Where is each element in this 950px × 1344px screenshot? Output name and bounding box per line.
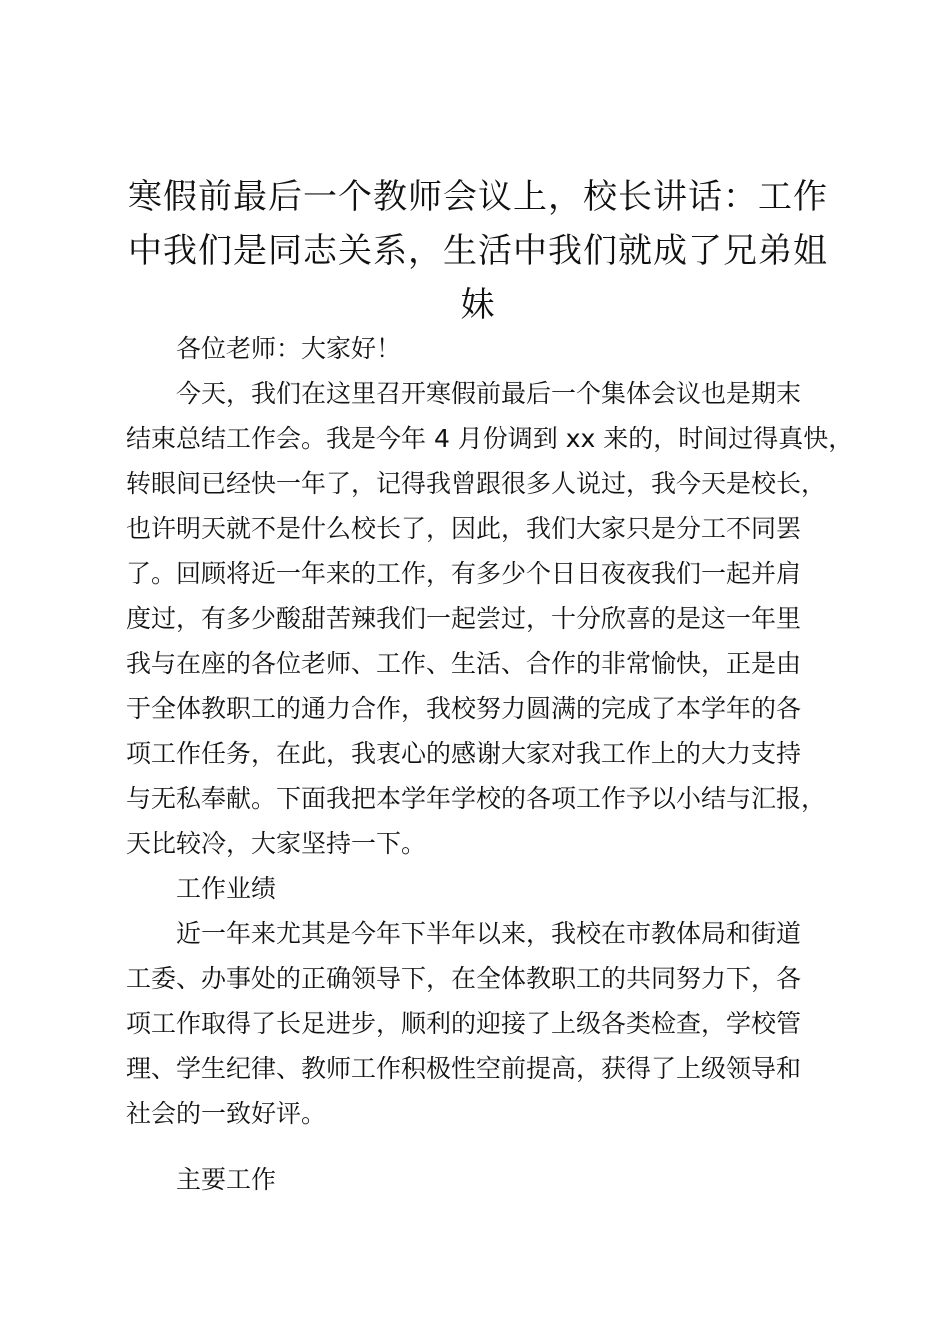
greeting — [126, 326, 836, 371]
document-body — [126, 326, 854, 1202]
greeting-text: 各位老师：大家好！ — [176, 334, 402, 363]
paragraph-line: 也许明天就不是什么校长了，因此，我们大家只是分工不同罢 — [126, 514, 802, 543]
title-line: 寒假前最后一个教师会议上，校长讲话：工作 — [128, 177, 828, 217]
paragraph-line: 结束总结工作会。我是今年 4 月份调到 xx 来的，时间过得真快， — [126, 424, 854, 453]
paragraph-line: 与无私奉献。下面我把本学年学校的各项工作予以小结与汇报， — [126, 784, 827, 813]
paragraph-line: 转眼间已经快一年了，记得我曾跟很多人说过，我今天是校长， — [126, 469, 827, 498]
paragraph-line: 项工作取得了长足进步，顺利的迎接了上级各类检查，学校管 — [126, 1009, 802, 1038]
paragraph-line: 项工作任务，在此，我衷心的感谢大家对我工作上的大力支持 — [126, 739, 802, 768]
section-heading-achievements — [126, 866, 836, 911]
paragraph-line: 了。回顾将近一年来的工作，有多少个日日夜夜我们一起并肩 — [126, 559, 802, 588]
paragraph-line: 天比较冷，大家坚持一下。 — [126, 829, 427, 858]
section-heading-text: 主要工作 — [176, 1165, 277, 1194]
section-heading-main-work — [126, 1157, 836, 1202]
paragraph-line: 近一年来尤其是今年下半年以来，我校在市教体局和街道 — [176, 919, 802, 948]
spacer — [126, 1136, 836, 1157]
paragraph-intro — [126, 371, 854, 866]
document-title — [126, 170, 830, 332]
section-heading-text: 工作业绩 — [176, 874, 277, 903]
paragraph-line: 社会的一致好评。 — [126, 1099, 327, 1128]
paragraph-achievements — [126, 911, 836, 1136]
paragraph-line: 我与在座的各位老师、工作、生活、合作的非常愉快，正是由 — [126, 649, 802, 678]
paragraph-line: 工委、办事处的正确领导下，在全体教职工的共同努力下，各 — [126, 964, 802, 993]
title-line: 中我们是同志关系，生活中我们就成了兄弟姐 — [128, 231, 828, 271]
paragraph-line: 于全体教职工的通力合作，我校努力圆满的完成了本学年的各 — [126, 694, 802, 723]
paragraph-line: 度过，有多少酸甜苦辣我们一起尝过，十分欣喜的是这一年里 — [126, 604, 802, 633]
title-line: 妹 — [460, 285, 496, 325]
paragraph-line: 理、学生纪律、教师工作积极性空前提高，获得了上级领导和 — [126, 1054, 802, 1083]
paragraph-line: 今天，我们在这里召开寒假前最后一个集体会议也是期末 — [176, 379, 802, 408]
